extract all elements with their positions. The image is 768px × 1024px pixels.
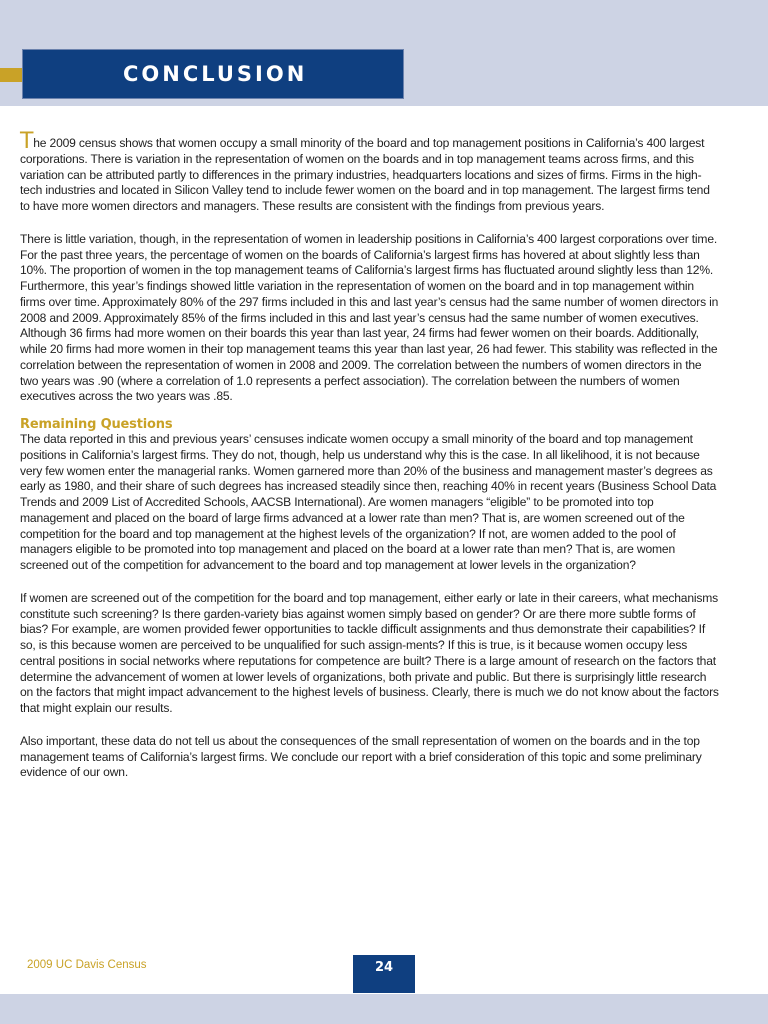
drop-cap: T — [20, 129, 34, 154]
remaining-questions-heading: Remaining Questions — [20, 417, 173, 432]
header-accent — [0, 68, 22, 82]
section-title: CONCLUSION — [123, 62, 308, 86]
intro-paragraph-1-text: he 2009 census shows that women occupy a small minority of the board and top management positions in California’s 400 largest corporations. There is variation in the representation of women on the boards and in top management teams across firms, and this variation can be attributed partly to differences in the primary industries, headquarters locations and sizes of firms. Firms in the high-tech industries and located in Silicon Valley tend to include fewer women on the board and in top management. The largest firms tend to have more women directors and managers. These results are consistent with the findings from previous years. — [20, 136, 710, 213]
remaining-paragraph-2: If women are screened out of the competition for the board and top management, either early or late in their careers, what mechanisms constitute such screening? Is there garden-variety bias against women simply based on gender? Or are there more subtle forms of bias? For example, are women provided fewer opportunities to tackle difficult assignments and thus demonstrate their capabilities? If so, is this because women are perceived to be unqualified for such assign-ments? If this is true, is it because women occupy less central positions in social networks where reputations for competence are built? There is a large amount of research on the factors that determine the advancement of women at lower levels of organizations, both private and public. But there is surprisingly little research on the factors that might impact advancement to the highest levels of business. Clearly, there is much we do not know about the factors that might explain our results. — [20, 590, 719, 715]
section-title-bar — [22, 49, 404, 99]
page-number: 24 — [374, 960, 394, 975]
remaining-paragraph-1: The data reported in this and previous years’ censuses indicate women occupy a small minority of the board and top management positions in California’s largest firms. They do not, though, help us understand why this is the case. In all likelihood, it is not because very few women enter the managerial ranks. Women garnered more than 20% of the business and management master’s degrees as early as 1980, and their share of such degrees has increased steadily since then, reaching 40% in recent years (Business School Data Trends and 2009 List of Accredited Schools, AACSB International). Are women managers “eligible” to be promoted into top management and placed on the board of large firms advanced at a lower rate than men? That is, are women screened out of the competition for the board and top management at the highest levels of the organization? If not, are women added to the pool of managers eligible to be promoted into top management and placed on the board at a lower rate than men? That is, are women screened out of the competition for advancement to the board and top management at lower levels in the organization? — [20, 432, 717, 572]
footer-publication-label: 2009 UC Davis Census — [27, 959, 147, 971]
intro-paragraph-2: There is little variation, though, in the representation of women in leadership positions in California’s 400 largest corporations over time. For the past three years, the percentage of women on the boards of California’s largest firms has hovered at about slightly less than 10%. The proportion of women in the top management teams of California’s largest firms has fluctuated around slightly less than 12%. Furthermore, this year’s findings showed little variation in the representation of women on the board and in top management within firms over time. Approximately 80% of the 297 firms included in this and last year’s census had the same number of women directors in 2008 and 2009. Approximately 85% of the firms included in this and last year’s census had the same number of women executives. Although 36 firms had more women on their boards this year than last year, 24 firms had fewer women on their boards. Additionally, while 20 firms had more women in their top management teams this year than last year, 26 had fewer. This stability was reflected in the correlation between the representation of women in 2008 and 2009. The correlation between the numbers of women directors in the two years was .90 (where a correlation of 1.0 represents a perfect association). The correlation between the numbers of women executives across the two years was .85. — [20, 231, 719, 404]
footer-band — [0, 994, 768, 1024]
body-text — [20, 129, 722, 781]
remaining-paragraph-3: Also important, these data do not tell us about the consequences of the small representation of women on the boards and in the top management teams of California’s largest firms. We conclude our report with a brief consideration of this topic and some preliminary evidence of our own. — [20, 733, 702, 780]
page-number-box — [353, 955, 415, 993]
intro-paragraph-1 — [20, 129, 722, 215]
